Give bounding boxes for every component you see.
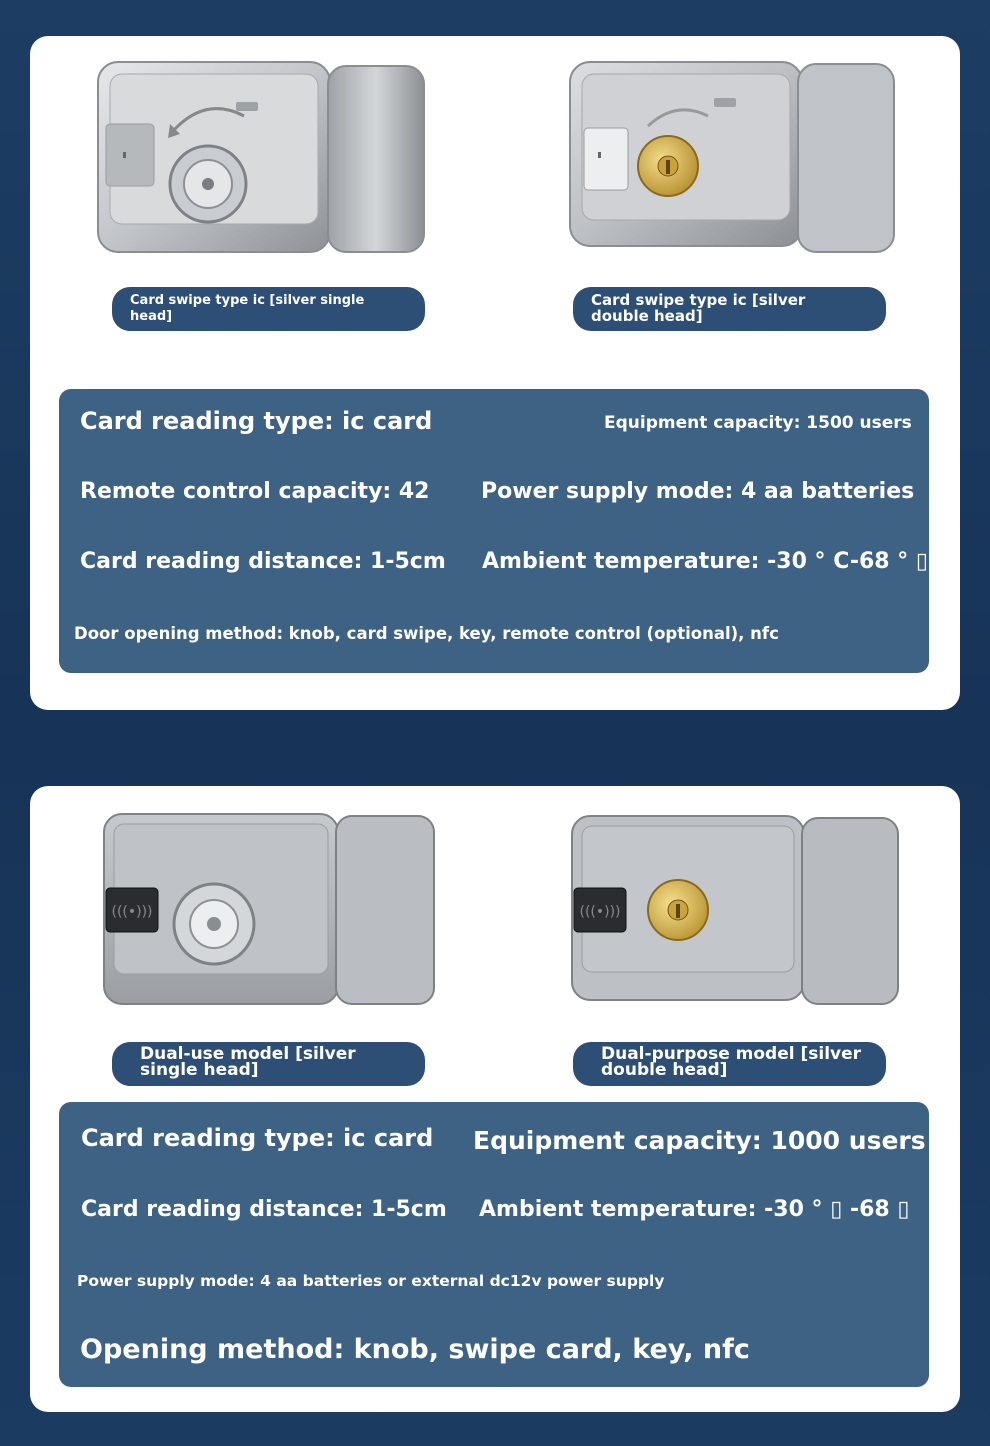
lock-image-silver-double-head (568, 60, 898, 256)
spec-box-dual-use (59, 1102, 929, 1387)
spec-card-reading-distance: Card reading distance: 1-5cm (80, 549, 446, 574)
product-label-dual-use-single-head (112, 1042, 425, 1086)
lock-image-silver-single-head (96, 60, 426, 256)
spec-card-reading-distance: Card reading distance: 1-5cm (81, 1197, 447, 1222)
spec-power-supply-mode: Power supply mode: 4 aa batteries or external dc12v power supply (77, 1272, 665, 1290)
product-panel-dual-use (30, 786, 960, 1412)
lock-image-dual-use-single-head (102, 812, 436, 1006)
spec-door-opening-method: Door opening method: knob, card swipe, key, remote control (optional), nfc (74, 624, 779, 643)
product-label-text: Dual-use model [silver single head] (140, 1044, 356, 1080)
spec-remote-control-capacity: Remote control capacity: 42 (80, 479, 430, 504)
spec-box-ic-card (59, 389, 929, 673)
product-label-dual-purpose-double-head (573, 1042, 886, 1086)
svg-text:(((•))): (((•))) (579, 904, 621, 920)
svg-text:(((•))): (((•))) (111, 904, 153, 920)
spec-card-reading-type: Card reading type: ic card (81, 1124, 434, 1152)
spec-ambient-temperature: Ambient temperature: -30 ° C-68 ° ▯ (482, 549, 929, 574)
spec-equipment-capacity: Equipment capacity: 1500 users (604, 413, 912, 433)
product-panel-ic-card (30, 36, 960, 710)
spec-power-supply-mode: Power supply mode: 4 aa batteries (481, 479, 915, 504)
spec-ambient-temperature: Ambient temperature: -30 ° ▯ -68 ▯ (479, 1197, 910, 1222)
spec-card-reading-type: Card reading type: ic card (80, 407, 433, 435)
product-label-text: Card swipe type ic [silver double head] (591, 291, 806, 325)
product-label-silver-single-head (112, 287, 425, 331)
spec-equipment-capacity: Equipment capacity: 1000 users (473, 1126, 926, 1155)
product-label-text: Card swipe type ic [silver single head] (130, 293, 365, 324)
product-label-silver-double-head (573, 287, 886, 331)
product-label-text: Dual-purpose model [silver double head] (601, 1044, 862, 1080)
lock-image-dual-purpose-double-head (570, 814, 900, 1006)
spec-opening-method: Opening method: knob, swipe card, key, nfc (80, 1334, 750, 1365)
